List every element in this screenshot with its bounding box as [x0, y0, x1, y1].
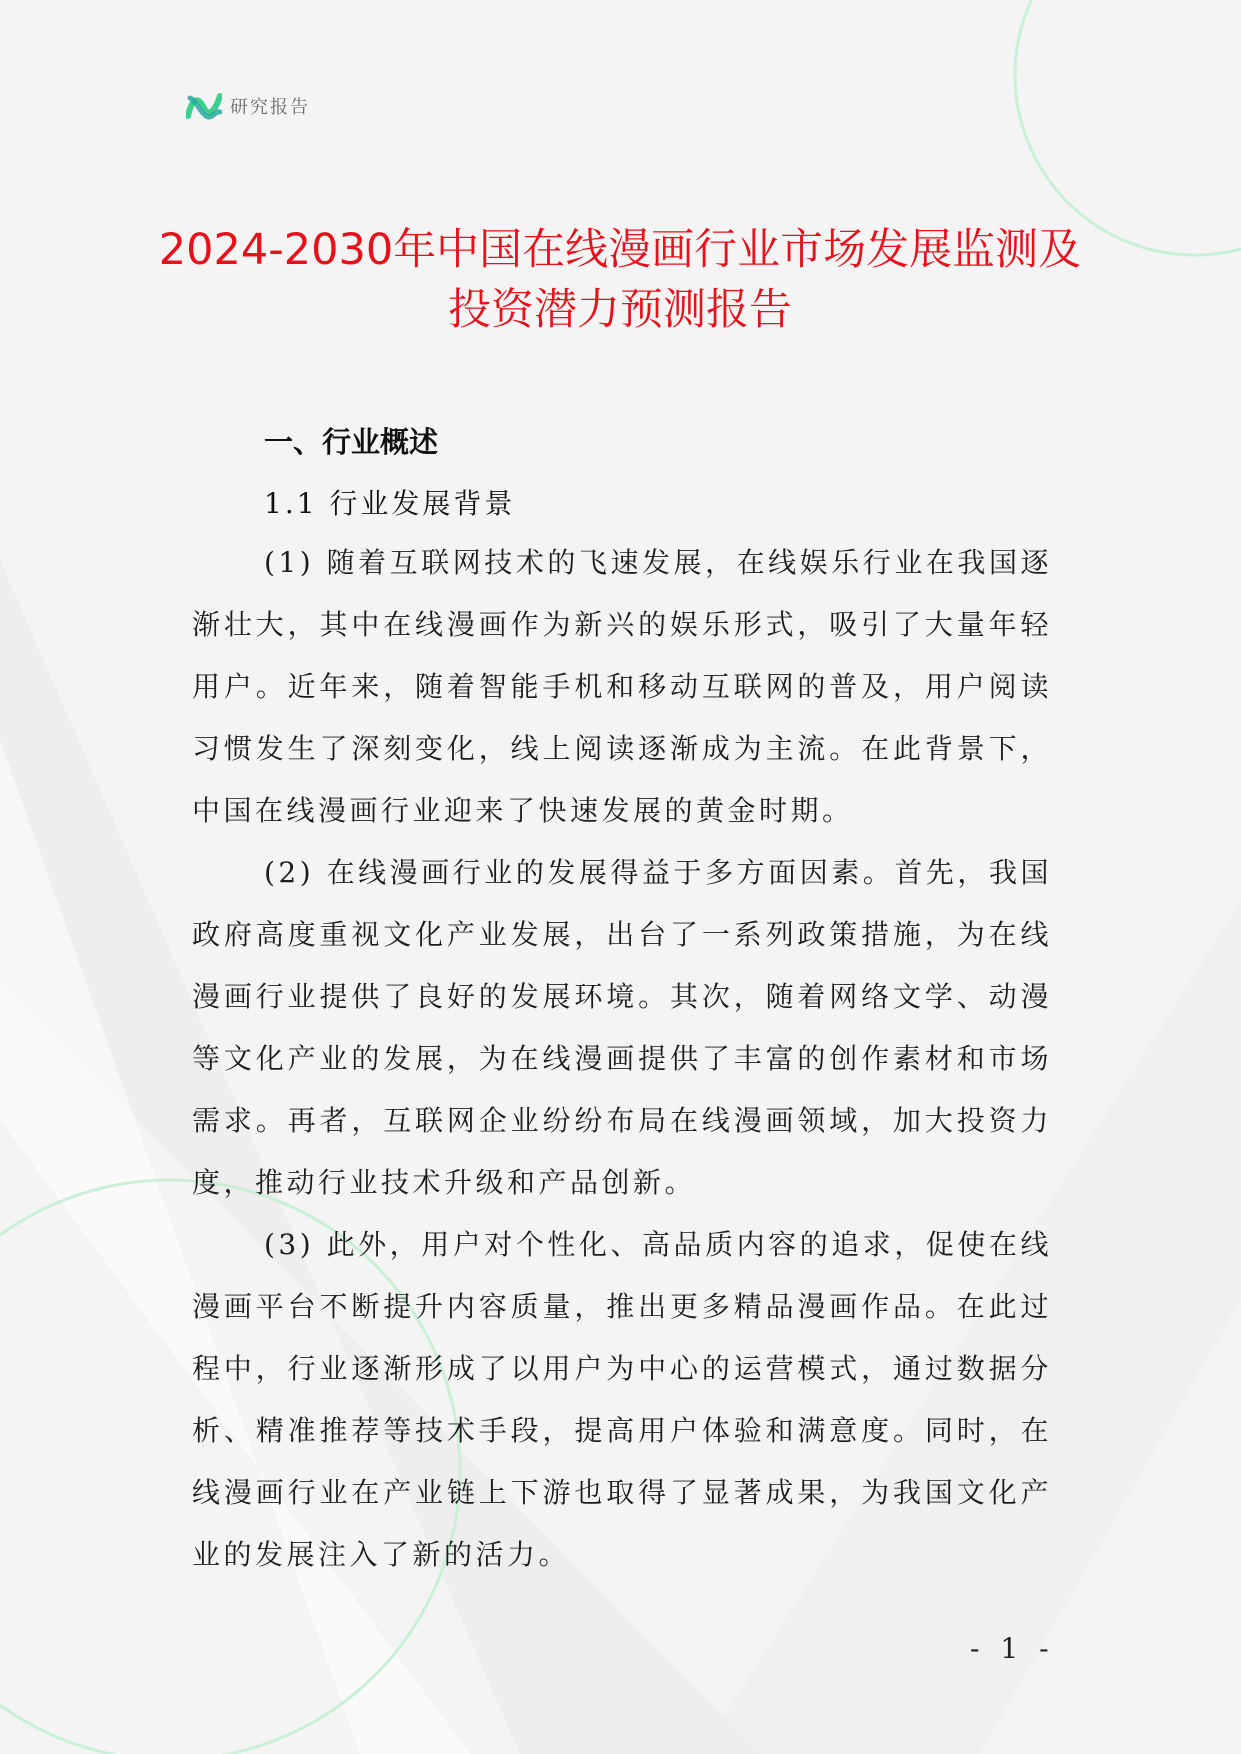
brand-logo-icon [186, 90, 222, 122]
paragraph-2: (2) 在线漫画行业的发展得益于多方面因素。首先，我国政府高度重视文化产业发展，出台了一系列政策措施，为在线漫画行业提供了良好的发展环境。其次，随着网络文学、动漫等文化产业的发展，为在线漫画提供了丰富的创作素材和市场需求。再者，互联网企业纷纷布局在线漫画领域，加大投资力度，推动行业技术升级和产品创新。 [192, 856, 1052, 1199]
header-label: 研究报告 [230, 97, 310, 118]
report-title: 2024-2030年中国在线漫画行业市场发展监测及投资潜力预测报告 [158, 225, 1082, 335]
paragraph-1: (1) 随着互联网技术的飞速发展，在线娱乐行业在我国逐渐壮大，其中在线漫画作为新兴的娱乐形式，吸引了大量年轻用户。近年来，随着智能手机和移动互联网的普及，用户阅读习惯发生了深刻变化，线上阅读逐渐成为主流。在此背景下，中国在线漫画行业迎来了快速发展的黄金时期。 [192, 546, 1052, 827]
report-header [186, 88, 310, 124]
paragraph-3: (3) 此外，用户对个性化、高品质内容的追求，促使在线漫画平台不断提升内容质量，推出更多精品漫画作品。在此过程中，行业逐渐形成了以用户为中心的运营模式，通过数据分析、精准推荐等技术手段，提高用户体验和满意度。同时，在线漫画行业在产业链上下游也取得了显著成果，为我国文化产业的发展注入了新的活力。 [192, 1228, 1052, 1571]
section-heading: 一、行业概述 [264, 425, 439, 459]
page-number: - 1 - [970, 1632, 1055, 1665]
subsection-heading: 1.1 行业发展背景 [264, 487, 516, 520]
report-body [192, 414, 1052, 1586]
